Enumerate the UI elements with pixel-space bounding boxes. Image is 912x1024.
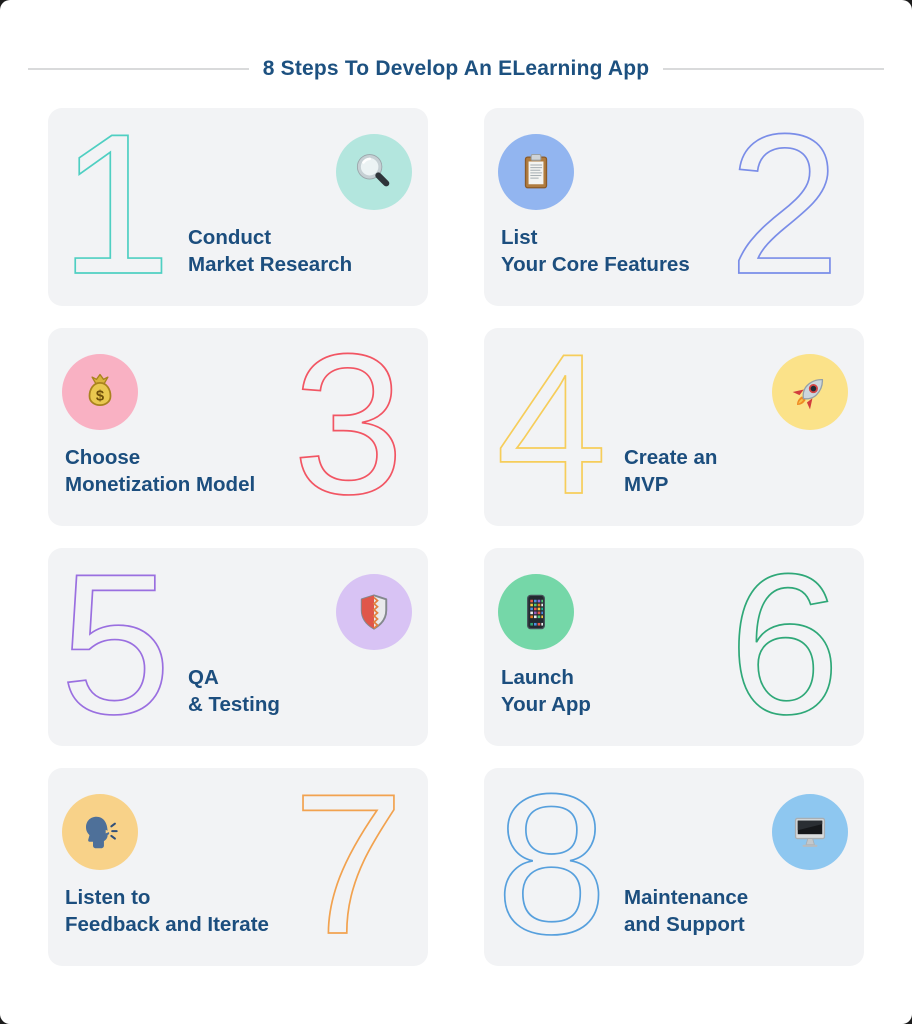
step-number: 5	[60, 548, 172, 746]
step-number: 8	[496, 768, 608, 966]
step-label	[501, 224, 690, 278]
step-label	[188, 224, 352, 278]
page-title: 8 Steps To Develop An ELearning App	[262, 57, 650, 80]
step-label	[501, 664, 591, 718]
step-label-line1: Choose	[65, 446, 141, 469]
desktop-computer-icon	[789, 811, 831, 853]
step-label-line1: QA	[188, 666, 219, 689]
step-number: 6	[728, 548, 840, 746]
step-label	[65, 444, 255, 498]
money-bag-icon	[79, 371, 121, 413]
step-label	[624, 884, 748, 938]
icon-circle	[772, 794, 848, 870]
icon-circle	[772, 354, 848, 430]
divider-line-right	[663, 68, 884, 70]
icon-circle	[498, 574, 574, 650]
header	[28, 0, 884, 81]
step-label-line2: Feedback and Iterate	[65, 913, 269, 936]
divider-line-left	[28, 68, 249, 70]
step-card-3	[48, 328, 428, 526]
step-label-line1: Listen to	[65, 886, 151, 909]
steps-grid	[48, 108, 864, 966]
step-label	[188, 664, 280, 718]
smartphone-icon	[515, 591, 557, 633]
step-number: 3	[292, 328, 404, 526]
svg-text:$: $	[95, 388, 105, 405]
step-label-line2: Market Research	[188, 253, 353, 276]
step-card-4	[484, 328, 864, 526]
magnifying-glass-icon	[353, 151, 395, 193]
step-card-2	[484, 108, 864, 306]
step-label	[65, 884, 269, 938]
step-label-line2: Your App	[501, 693, 591, 716]
step-label-line1: List	[501, 226, 538, 249]
step-label	[624, 444, 717, 498]
icon-circle	[336, 574, 412, 650]
step-card-1	[48, 108, 428, 306]
step-label-line2: Your Core Features	[501, 253, 690, 276]
step-card-6	[484, 548, 864, 746]
step-number: 2	[728, 108, 840, 306]
icon-circle	[336, 134, 412, 210]
rocket-icon	[789, 371, 831, 413]
step-card-7	[48, 768, 428, 966]
step-label-line2: MVP	[624, 473, 669, 496]
step-number: 1	[60, 108, 172, 306]
icon-circle	[62, 354, 138, 430]
step-label-line2: Monetization Model	[65, 473, 256, 496]
step-label-line1: Maintenance	[624, 886, 749, 909]
step-number: 4	[496, 328, 608, 526]
step-card-8	[484, 768, 864, 966]
step-card-5	[48, 548, 428, 746]
speaking-head-icon	[79, 811, 121, 853]
icon-circle	[498, 134, 574, 210]
clipboard-icon	[515, 151, 557, 193]
step-number: 7	[292, 768, 404, 966]
step-label-line2: and Support	[624, 913, 745, 936]
step-label-line1: Launch	[501, 666, 574, 689]
step-label-line1: Create an	[624, 446, 718, 469]
shield-icon	[353, 591, 395, 633]
step-label-line1: Conduct	[188, 226, 272, 249]
icon-circle	[62, 794, 138, 870]
step-label-line2: & Testing	[188, 693, 280, 716]
